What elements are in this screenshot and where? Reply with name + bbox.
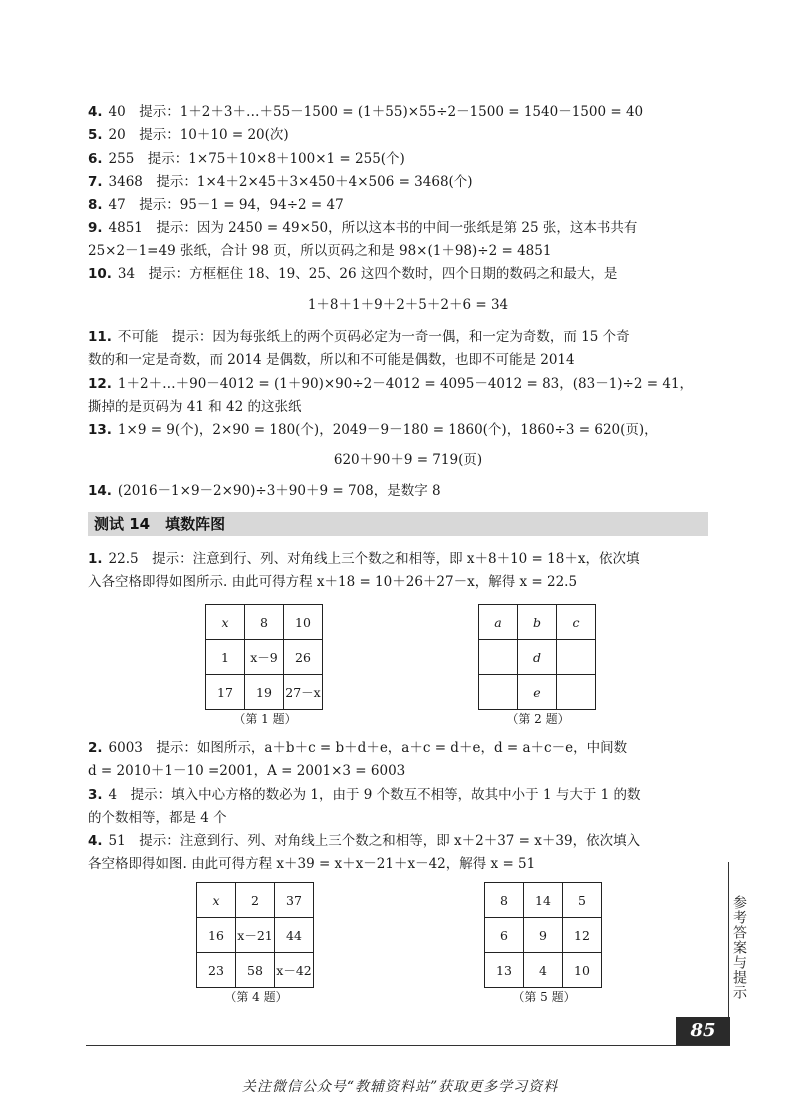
magic-square-1 [205,604,323,710]
grid-cell: x－9 [245,640,284,675]
grid-cell: b [518,605,557,640]
grid-cell: 5 [563,883,602,918]
answer-9-cont: 25×2－1=49 张纸，合计 98 页，所以页码之和是 98×(1＋98)÷2 = 4851 [88,243,552,259]
grid-cell [557,675,596,710]
grid-cell: 9 [524,918,563,953]
side-section-label: 参考答案与提示 [731,895,747,1000]
answer-10: 10. 34 提示：方框框住 18、19、25、26 这四个数时，四个日期的数码之和最大，是 [88,266,618,282]
page-number: 85 [676,1017,730,1045]
answer-13: 13. 1×9 = 9(个)，2×90 = 180(个)，2049－9－180 = 1860(个)，1860÷3 = 620(页)， [88,422,658,438]
grid-cell: x [206,605,245,640]
magic-square-5 [484,882,602,988]
s14-answer-3-cont: 的个数相等，都是 4 个 [88,810,227,826]
answer-9: 9. 4851 提示：因为 2450 = 49×50，所以这本书的中间一张纸是第 25 张，这本书共有 [88,220,638,236]
grid-cell: 10 [563,953,602,988]
grid-cell: 16 [197,918,236,953]
grid-cell: a [479,605,518,640]
grid-cell: e [518,675,557,710]
answer-11-cont: 数的和一定是奇数，而 2014 是偶数，所以和不可能是偶数，也即不可能是 2014 [88,352,575,368]
answer-7: 7. 3468 提示：1×4＋2×45＋3×450＋4×506 = 3468(个) [88,174,473,190]
grid-cell: x－42 [275,953,314,988]
caption-1: （第 1 题） [233,712,297,726]
grid-cell: 2 [236,883,275,918]
grid-cell: 1 [206,640,245,675]
answer-11: 11. 不可能 提示：因为每张纸上的两个页码必定为一奇一偶，和一定为奇数，而 15 个奇 [88,329,630,345]
grid-cell: 13 [485,953,524,988]
grid-cell: x [197,883,236,918]
grid-cell [479,675,518,710]
grid-cell: 4 [524,953,563,988]
grid-cell: 8 [245,605,284,640]
grid-cell: 14 [524,883,563,918]
caption-4: （第 4 题） [224,990,288,1004]
caption-5: （第 5 题） [512,990,576,1004]
s14-answer-4: 4. 51 提示：注意到行、列、对角线上三个数之和相等，即 x＋2＋37 = x＋39，依次填入 [88,833,641,849]
s14-answer-2: 2. 6003 提示：如图所示，a＋b＋c = b＋d＋e，a＋c = d＋e，d = a＋c－e，中间数 [88,740,628,756]
page-bottom-rule [86,1045,730,1046]
grid-cell: 44 [275,918,314,953]
magic-square-4 [196,882,314,988]
s14-answer-4-cont: 各空格即得如图. 由此可得方程 x＋39 = x＋x－21＋x－42，解得 x = 51 [88,856,536,872]
grid-cell: 10 [284,605,323,640]
s14-answer-3: 3. 4 提示：填入中心方格的数必为 1，由于 9 个数互不相等，故其中小于 1 与大于 1 的数 [88,787,641,803]
magic-square-2 [478,604,596,710]
grid-cell [557,640,596,675]
grid-cell: 17 [206,675,245,710]
grid-cell: 37 [275,883,314,918]
grid-cell: d [518,640,557,675]
answer-8: 8. 47 提示：95－1 = 94，94÷2 = 47 [88,197,344,213]
answer-4: 4. 40 提示：1＋2＋3＋…＋55－1500 = (1＋55)×55÷2－1500 = 1540－1500 = 40 [88,104,644,120]
grid-cell: 19 [245,675,284,710]
answer-6: 6. 255 提示：1×75＋10×8＋100×1 = 255(个) [88,151,405,167]
equation-10: 1＋8＋1＋9＋2＋5＋2＋6 = 34 [307,297,509,313]
caption-2: （第 2 题） [506,712,570,726]
grid-cell: 6 [485,918,524,953]
answer-12: 12. 1＋2＋…＋90－4012 = (1＋90)×90÷2－4012 = 4095－4012 = 83，(83－1)÷2 = 41， [88,376,694,392]
s14-answer-1: 1. 22.5 提示：注意到行、列、对角线上三个数之和相等，即 x＋8＋10 = 18＋x，依次填 [88,551,640,567]
grid-cell: 26 [284,640,323,675]
grid-cell: 58 [236,953,275,988]
grid-cell: 27－x [284,675,323,710]
grid-cell: 8 [485,883,524,918]
s14-answer-2-cont: d = 2010＋1－10 =2001，A = 2001×3 = 6003 [88,763,406,779]
footer-watermark: 关注微信公众号“教辅资料站”获取更多学习资料 [241,1079,559,1095]
answer-5: 5. 20 提示：10＋10 = 20(次) [88,127,289,143]
equation-13: 620＋90＋9 = 719(页) [333,452,483,468]
grid-cell: 23 [197,953,236,988]
answer-12-cont: 撕掉的是页码为 41 和 42 的这张纸 [88,399,302,415]
grid-cell: x－21 [236,918,275,953]
section-title: 测试 14 填数阵图 [94,515,226,533]
answer-14: 14. (2016－1×9－2×90)÷3＋90＋9 = 708，是数字 8 [88,483,441,499]
grid-cell: c [557,605,596,640]
grid-cell: 12 [563,918,602,953]
s14-answer-1-cont: 入各空格即得如图所示. 由此可得方程 x＋18 = 10＋26＋27－x，解得 x = 22.5 [88,574,578,590]
grid-cell [479,640,518,675]
